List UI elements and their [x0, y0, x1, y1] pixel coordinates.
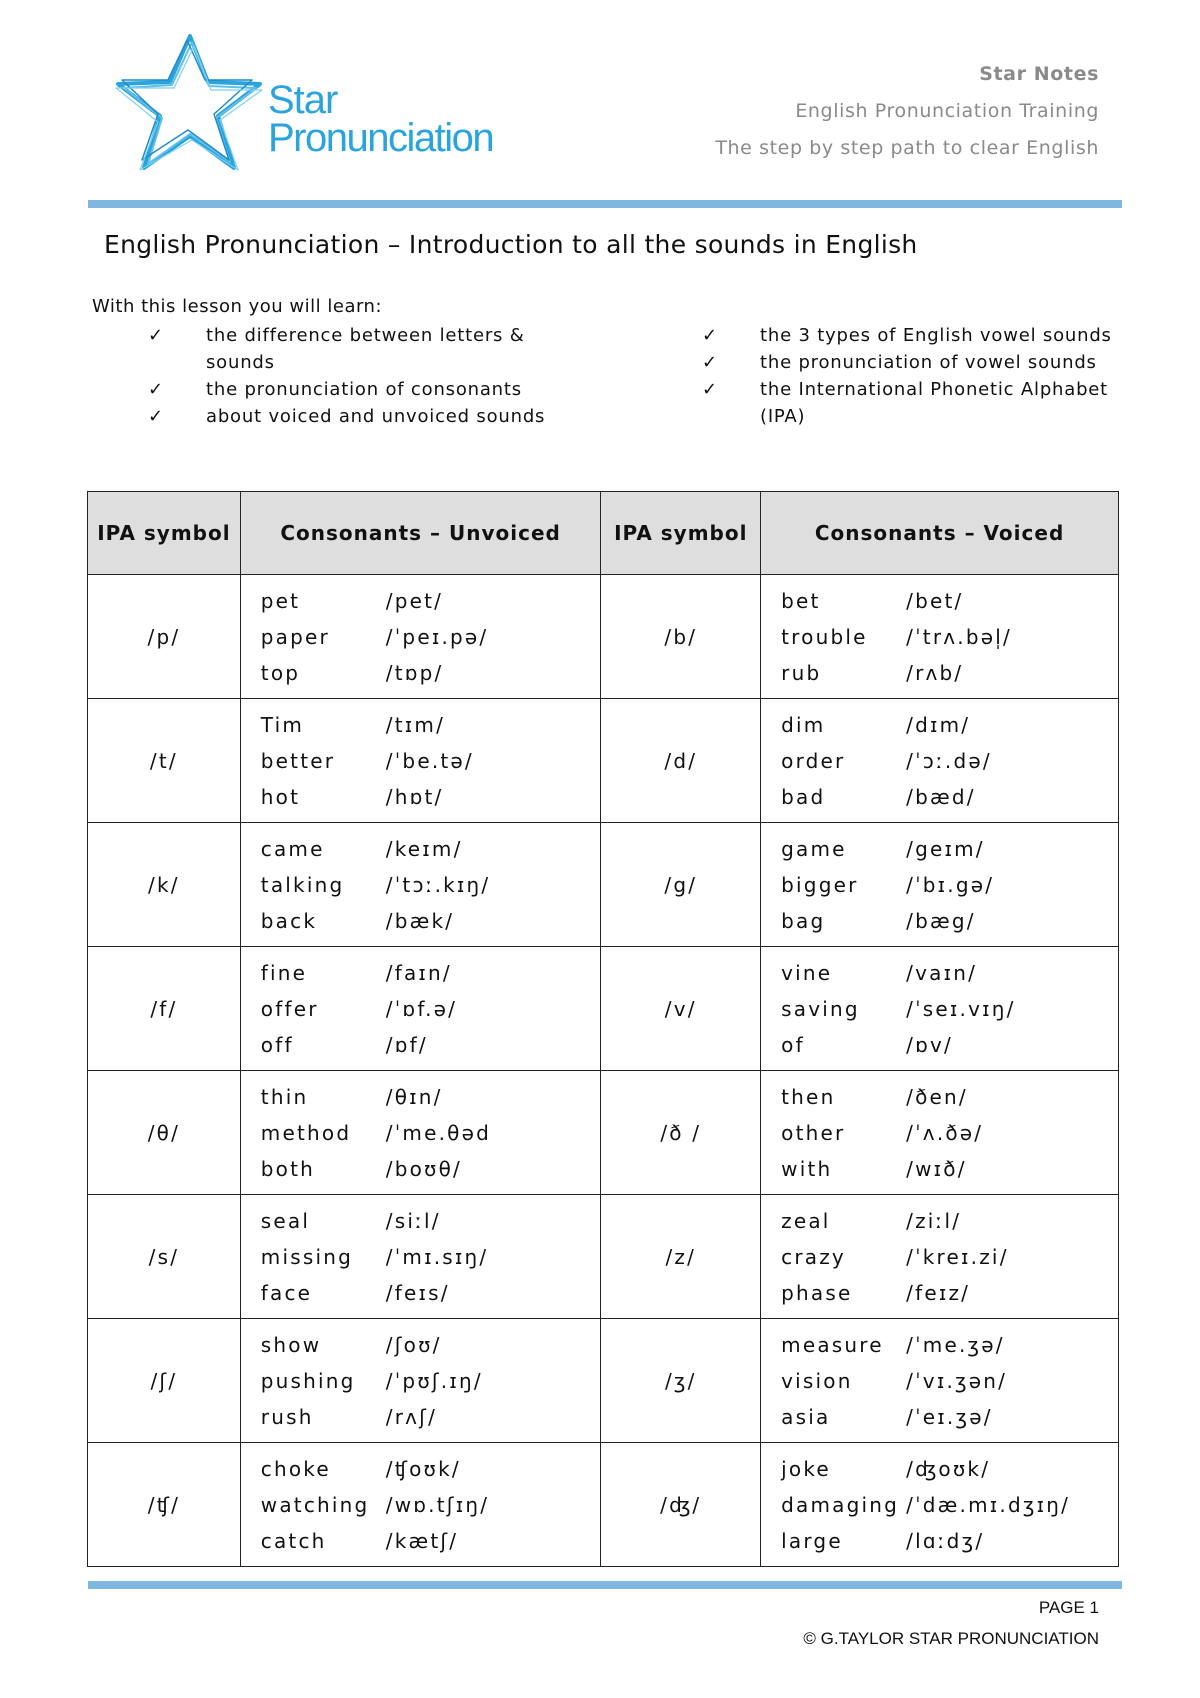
example-transcription: /rʌb/ [906, 660, 964, 685]
example-line [261, 1451, 600, 1487]
example-word: asia [781, 1404, 831, 1429]
example-transcription: /feɪs/ [385, 1280, 450, 1305]
star-pronunciation-logo [112, 30, 532, 180]
check-icon: ✓ [148, 379, 164, 400]
table-header-row [88, 492, 1119, 575]
example-transcription: /bet/ [906, 588, 964, 613]
example-transcription: /ˈseɪ.vɪŋ/ [906, 996, 1016, 1021]
example-word: talking [260, 872, 345, 897]
example-transcription: /ˈtrʌ.bəl̩/ [906, 624, 1012, 649]
example-line [261, 707, 600, 743]
table-row [88, 575, 1119, 699]
example-word: Tim [260, 712, 305, 737]
example-transcription: /ˈɒf.ə/ [385, 996, 458, 1021]
header-subtitle: English Pronunciation Training [795, 100, 1099, 122]
list-item [148, 376, 568, 403]
example-transcription: /ˈɔː.də/ [906, 748, 992, 773]
example-transcription: /θɪn/ [385, 1084, 443, 1109]
example-word: came [260, 836, 325, 861]
example-line [781, 1151, 1117, 1187]
example-word: vision [781, 1368, 853, 1393]
table-row [88, 1319, 1119, 1443]
example-line [781, 1487, 1117, 1523]
example-word: show [260, 1332, 322, 1357]
example-word: large [781, 1528, 843, 1553]
example-transcription: /bæd/ [906, 784, 976, 809]
star-logo-icon [112, 30, 272, 180]
example-transcription: /ˈʌ.ðə/ [906, 1120, 984, 1145]
example-line [781, 903, 1117, 939]
example-line [781, 619, 1117, 655]
example-words-cell [761, 947, 1119, 1071]
example-word: trouble [781, 624, 868, 649]
example-line [781, 867, 1117, 903]
example-word: then [781, 1084, 836, 1109]
example-word: off [260, 1032, 294, 1057]
table-row [88, 1443, 1119, 1567]
example-word: face [260, 1280, 313, 1305]
example-transcription: /vaɪn/ [906, 960, 978, 985]
ipa-symbol-cell: /g/ [601, 823, 761, 947]
example-line [261, 1115, 600, 1151]
example-transcription: /hɒt/ [385, 784, 444, 809]
example-transcription: /bæk/ [385, 908, 455, 933]
example-word: vine [781, 960, 833, 985]
example-transcription: /wɒ.tʃɪŋ/ [385, 1492, 490, 1517]
example-transcription: /ˈtɔː.kɪŋ/ [385, 872, 491, 897]
example-transcription: /ɒf/ [385, 1032, 428, 1057]
ipa-symbol-cell: /b/ [601, 575, 761, 699]
example-line [261, 1399, 600, 1435]
example-words-cell [761, 699, 1119, 823]
list-item-text: the International Phonetic Alphabet (IPA) [760, 379, 1109, 427]
example-line [781, 1203, 1117, 1239]
example-transcription: /tɒp/ [385, 660, 444, 685]
example-line [781, 1027, 1117, 1063]
check-icon: ✓ [702, 352, 718, 373]
example-words-cell [240, 1195, 601, 1319]
example-transcription: /ˈeɪ.ʒə/ [906, 1404, 993, 1429]
example-line [781, 831, 1117, 867]
example-transcription: /feɪz/ [906, 1280, 971, 1305]
example-line [261, 619, 600, 655]
example-word: other [781, 1120, 846, 1145]
ipa-symbol-cell: /p/ [88, 575, 241, 699]
column-header-voiced: Consonants – Voiced [761, 492, 1119, 575]
column-header-unvoiced: Consonants – Unvoiced [240, 492, 601, 575]
example-word: order [781, 748, 846, 773]
example-word: zeal [781, 1208, 831, 1233]
ipa-symbol-cell: /s/ [88, 1195, 241, 1319]
example-line [781, 1363, 1117, 1399]
example-word: paper [260, 624, 330, 649]
example-word: with [781, 1156, 833, 1181]
example-word: offer [260, 996, 319, 1021]
example-word: both [260, 1156, 316, 1181]
example-words-cell [761, 1195, 1119, 1319]
example-transcription: /wɪð/ [906, 1156, 967, 1181]
ipa-symbol-cell: /d/ [601, 699, 761, 823]
example-transcription: /boʊθ/ [385, 1156, 462, 1181]
example-line [261, 867, 600, 903]
example-word: joke [781, 1456, 831, 1481]
example-word: fine [260, 960, 308, 985]
ipa-symbol-cell: /v/ [601, 947, 761, 1071]
ipa-symbol-cell: /ʒ/ [601, 1319, 761, 1443]
example-word: crazy [781, 1244, 846, 1269]
example-words-cell [761, 823, 1119, 947]
example-transcription: /ˈbe.tə/ [385, 748, 474, 773]
example-transcription: /ziːl/ [906, 1208, 962, 1233]
example-transcription: /ˈmɪ.sɪŋ/ [385, 1244, 489, 1269]
example-transcription: /keɪm/ [385, 836, 463, 861]
example-line [261, 1151, 600, 1187]
logo-text-pronunciation: Pronunciation [268, 116, 494, 160]
example-word: game [781, 836, 847, 861]
example-words-cell [761, 1071, 1119, 1195]
example-word: choke [260, 1456, 331, 1481]
example-line [781, 991, 1117, 1027]
consonants-table [87, 491, 1119, 1567]
example-word: phase [781, 1280, 853, 1305]
example-word: back [260, 908, 318, 933]
ipa-symbol-cell: /ʃ/ [88, 1319, 241, 1443]
example-line [781, 1275, 1117, 1311]
copyright: © G.TAYLOR STAR PRONUNCIATION [803, 1629, 1099, 1648]
example-transcription: /ʃoʊ/ [385, 1332, 442, 1357]
example-word: bag [781, 908, 826, 933]
example-word: bigger [781, 872, 859, 897]
example-line [781, 1115, 1117, 1151]
example-line [261, 1363, 600, 1399]
table-row [88, 823, 1119, 947]
list-item [702, 376, 1122, 430]
example-line [781, 707, 1117, 743]
example-word: rub [781, 660, 822, 685]
logo-text-star: Star [268, 78, 338, 122]
example-transcription: /ˈpʊʃ.ɪŋ/ [385, 1368, 483, 1393]
example-transcription: /lɑːdʒ/ [906, 1528, 985, 1553]
example-line [261, 583, 600, 619]
example-word: rush [260, 1404, 314, 1429]
example-word: better [260, 748, 336, 773]
page-footer [803, 1592, 1099, 1654]
example-word: bet [781, 588, 821, 613]
example-line [261, 743, 600, 779]
example-line [261, 1275, 600, 1311]
bullet-list-right [702, 322, 1122, 430]
example-line [781, 1327, 1117, 1363]
example-line [261, 1027, 600, 1063]
list-item-text: the pronunciation of vowel sounds [760, 352, 1097, 373]
example-line [781, 655, 1117, 691]
example-line [781, 955, 1117, 991]
example-line [781, 1451, 1117, 1487]
example-transcription: /ɒv/ [906, 1032, 953, 1057]
example-word: top [260, 660, 301, 685]
example-transcription: /faɪn/ [385, 960, 452, 985]
example-word: saving [781, 996, 860, 1021]
ipa-symbol-cell: /θ/ [88, 1071, 241, 1195]
example-words-cell [761, 1443, 1119, 1567]
example-line [261, 1487, 600, 1523]
example-word: missing [260, 1244, 353, 1269]
example-words-cell [240, 1071, 601, 1195]
example-line [781, 1523, 1117, 1559]
example-word: watching [260, 1492, 370, 1517]
example-words-cell [240, 1443, 601, 1567]
check-icon: ✓ [148, 406, 164, 427]
example-word: catch [260, 1528, 327, 1553]
example-transcription: /ˈvɪ.ʒən/ [906, 1368, 1008, 1393]
example-transcription: /ˈme.θəd [385, 1120, 491, 1145]
example-line [261, 1079, 600, 1115]
example-word: dim [781, 712, 826, 737]
example-line [261, 1203, 600, 1239]
example-words-cell [240, 575, 601, 699]
example-transcription: /dɪm/ [906, 712, 971, 737]
header-info [715, 56, 1099, 167]
table-row [88, 947, 1119, 1071]
example-transcription: /tɪm/ [385, 712, 446, 737]
example-words-cell [761, 575, 1119, 699]
example-transcription: /ʤoʊk/ [906, 1456, 991, 1481]
bottom-divider [88, 1581, 1122, 1589]
bullet-list-left [148, 322, 568, 430]
list-item [702, 349, 1122, 376]
example-word: thin [260, 1084, 309, 1109]
list-item-text: about voiced and unvoiced sounds [206, 406, 546, 427]
example-line [261, 991, 600, 1027]
ipa-symbol-cell: /z/ [601, 1195, 761, 1319]
table-row [88, 1195, 1119, 1319]
example-transcription: /ðen/ [906, 1084, 968, 1109]
example-transcription: /siːl/ [385, 1208, 441, 1233]
example-line [781, 779, 1117, 815]
example-transcription: /ˈpeɪ.pə/ [385, 624, 489, 649]
list-item [148, 322, 568, 376]
example-transcription: /ˈdæ.mɪ.dʒɪŋ/ [906, 1492, 1071, 1517]
example-line [261, 831, 600, 867]
check-icon: ✓ [702, 379, 718, 400]
check-icon: ✓ [702, 325, 718, 346]
example-line [261, 1327, 600, 1363]
ipa-symbol-cell: /f/ [88, 947, 241, 1071]
example-line [261, 655, 600, 691]
table-row [88, 1071, 1119, 1195]
header-brand: Star Notes [979, 63, 1099, 85]
ipa-symbol-cell: /ʧ/ [88, 1443, 241, 1567]
example-line [781, 1079, 1117, 1115]
example-words-cell [240, 699, 601, 823]
example-word: of [781, 1032, 805, 1057]
list-item-text: the pronunciation of consonants [206, 379, 522, 400]
page-number: PAGE 1 [1038, 1598, 1099, 1617]
example-line [261, 779, 600, 815]
example-word: hot [260, 784, 301, 809]
example-transcription: /pet/ [385, 588, 444, 613]
ipa-symbol-cell: /k/ [88, 823, 241, 947]
header-tagline: The step by step path to clear English [715, 137, 1099, 159]
example-word: method [260, 1120, 352, 1145]
example-line [781, 1239, 1117, 1275]
ipa-symbol-cell: /ʤ/ [601, 1443, 761, 1567]
example-transcription: /geɪm/ [906, 836, 985, 861]
example-line [261, 955, 600, 991]
example-transcription: /ˈbɪ.gə/ [906, 872, 995, 897]
example-words-cell [240, 947, 601, 1071]
example-line [781, 583, 1117, 619]
example-transcription: /rʌʃ/ [385, 1404, 438, 1429]
top-divider [88, 200, 1122, 208]
column-header-ipa-unvoiced: IPA symbol [88, 492, 241, 575]
list-item-text: the difference between letters & sounds [206, 325, 525, 373]
example-words-cell [240, 1319, 601, 1443]
list-item [702, 322, 1122, 349]
example-transcription: /ˈme.ʒə/ [906, 1332, 1005, 1357]
example-line [261, 1239, 600, 1275]
example-word: bad [781, 784, 826, 809]
example-transcription: /ˈkreɪ.zi/ [906, 1244, 1009, 1269]
check-icon: ✓ [148, 325, 164, 346]
example-word: pushing [260, 1368, 356, 1393]
example-transcription: /kætʃ/ [385, 1528, 459, 1553]
ipa-symbol-cell: /t/ [88, 699, 241, 823]
example-line [781, 1399, 1117, 1435]
example-word: seal [260, 1208, 311, 1233]
example-word: pet [260, 588, 301, 613]
intro-text: With this lesson you will learn: [92, 296, 383, 317]
example-word: measure [781, 1332, 884, 1357]
example-words-cell [240, 823, 601, 947]
ipa-symbol-cell: /ð / [601, 1071, 761, 1195]
column-header-ipa-voiced: IPA symbol [601, 492, 761, 575]
example-transcription: /bæg/ [906, 908, 976, 933]
example-word: damaging [781, 1492, 900, 1517]
example-line [261, 1523, 600, 1559]
list-item [148, 403, 568, 430]
list-item-text: the 3 types of English vowel sounds [760, 325, 1112, 346]
example-line [781, 743, 1117, 779]
example-line [261, 903, 600, 939]
example-words-cell [761, 1319, 1119, 1443]
table-row [88, 699, 1119, 823]
page-title: English Pronunciation – Introduction to all the sounds in English [104, 230, 918, 259]
example-transcription: /ʧoʊk/ [385, 1456, 461, 1481]
